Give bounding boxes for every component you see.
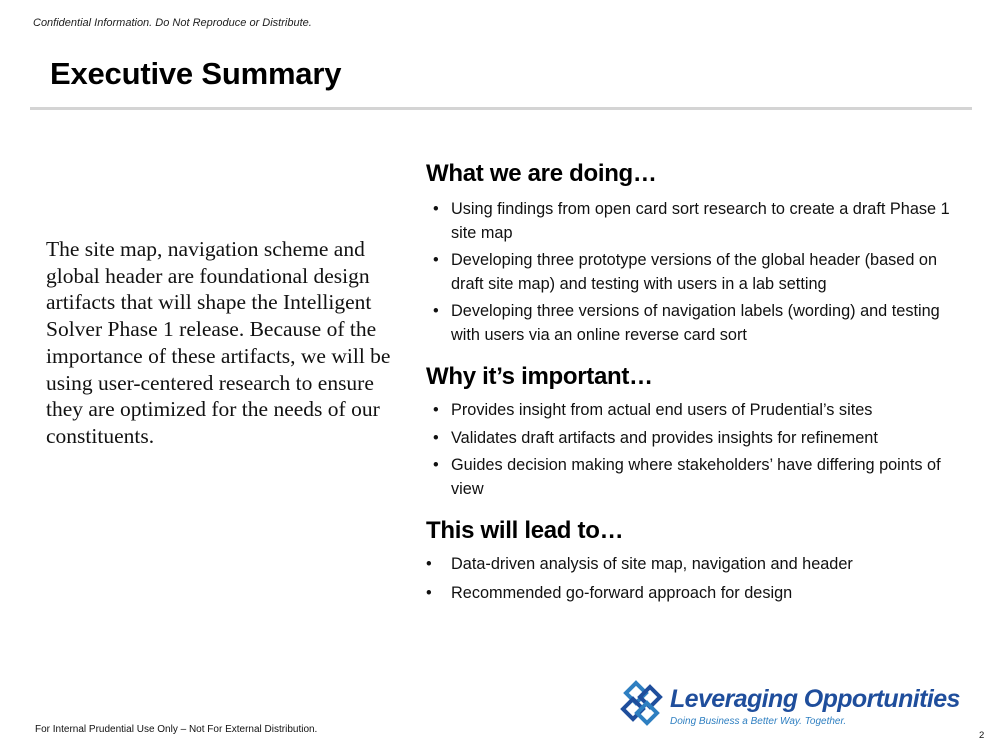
interlocking-diamonds-logo-icon — [620, 677, 668, 727]
leveraging-opportunities-logo — [620, 677, 960, 731]
bullet-icon: • — [433, 251, 439, 269]
intro-paragraph: The site map, navigation scheme and global header are foundational design artifacts that will shape the Intelligent Solver Phase 1 release. Because of the importance of these artifacts, we will be using user-centered research to ensure they are optimized for the needs of our constituents. — [46, 237, 391, 448]
section-list-what — [426, 198, 971, 351]
list-item-text: Developing three versions of navigation labels (wording) and testing with users via an online reverse card sort — [451, 302, 940, 344]
list-item-text: Guides decision making where stakeholders’ have differing points of view — [451, 456, 941, 498]
page-number: 2 — [979, 730, 985, 741]
list-item-text: Provides insight from actual end users of Prudential’s sites — [451, 401, 873, 419]
section-list-lead — [426, 553, 971, 611]
section-heading-what: What we are doing… — [426, 160, 657, 187]
list-item-text: Recommended go-forward approach for design — [451, 584, 793, 602]
footer-distribution-note: For Internal Prudential Use Only – Not For External Distribution. — [35, 724, 318, 735]
list-item — [426, 582, 971, 606]
bullet-icon: • — [426, 555, 432, 573]
page-title: Executive Summary — [50, 56, 342, 91]
list-item — [426, 249, 971, 296]
bullet-icon: • — [433, 456, 439, 474]
list-item — [426, 399, 971, 423]
section-heading-lead: This will lead to… — [426, 517, 624, 544]
list-item — [426, 300, 971, 347]
list-item — [426, 553, 971, 577]
list-item-text: Validates draft artifacts and provides insights for refinement — [451, 428, 878, 447]
bullet-icon: • — [433, 302, 439, 320]
bullet-icon: • — [433, 401, 439, 419]
bullet-icon: • — [433, 428, 439, 447]
bullet-icon: • — [426, 584, 432, 602]
section-heading-why: Why it’s important… — [426, 363, 653, 390]
list-item — [426, 427, 971, 451]
list-item — [426, 198, 971, 245]
bullet-icon: • — [433, 200, 439, 218]
list-item-text: Developing three prototype versions of the global header (based on draft site map) and testing with users in a lab setting — [451, 251, 938, 293]
title-divider — [30, 107, 972, 110]
confidential-notice: Confidential Information. Do Not Reproduce or Distribute. — [33, 17, 312, 29]
list-item-text: Using findings from open card sort research to create a draft Phase 1 site map — [451, 200, 950, 242]
logo-name: Leveraging Opportunities — [670, 685, 960, 713]
section-list-why — [426, 399, 971, 505]
list-item — [426, 454, 971, 501]
logo-tagline: Doing Business a Better Way. Together. — [670, 716, 847, 727]
list-item-text: Data-driven analysis of site map, navigation and header — [451, 555, 853, 573]
